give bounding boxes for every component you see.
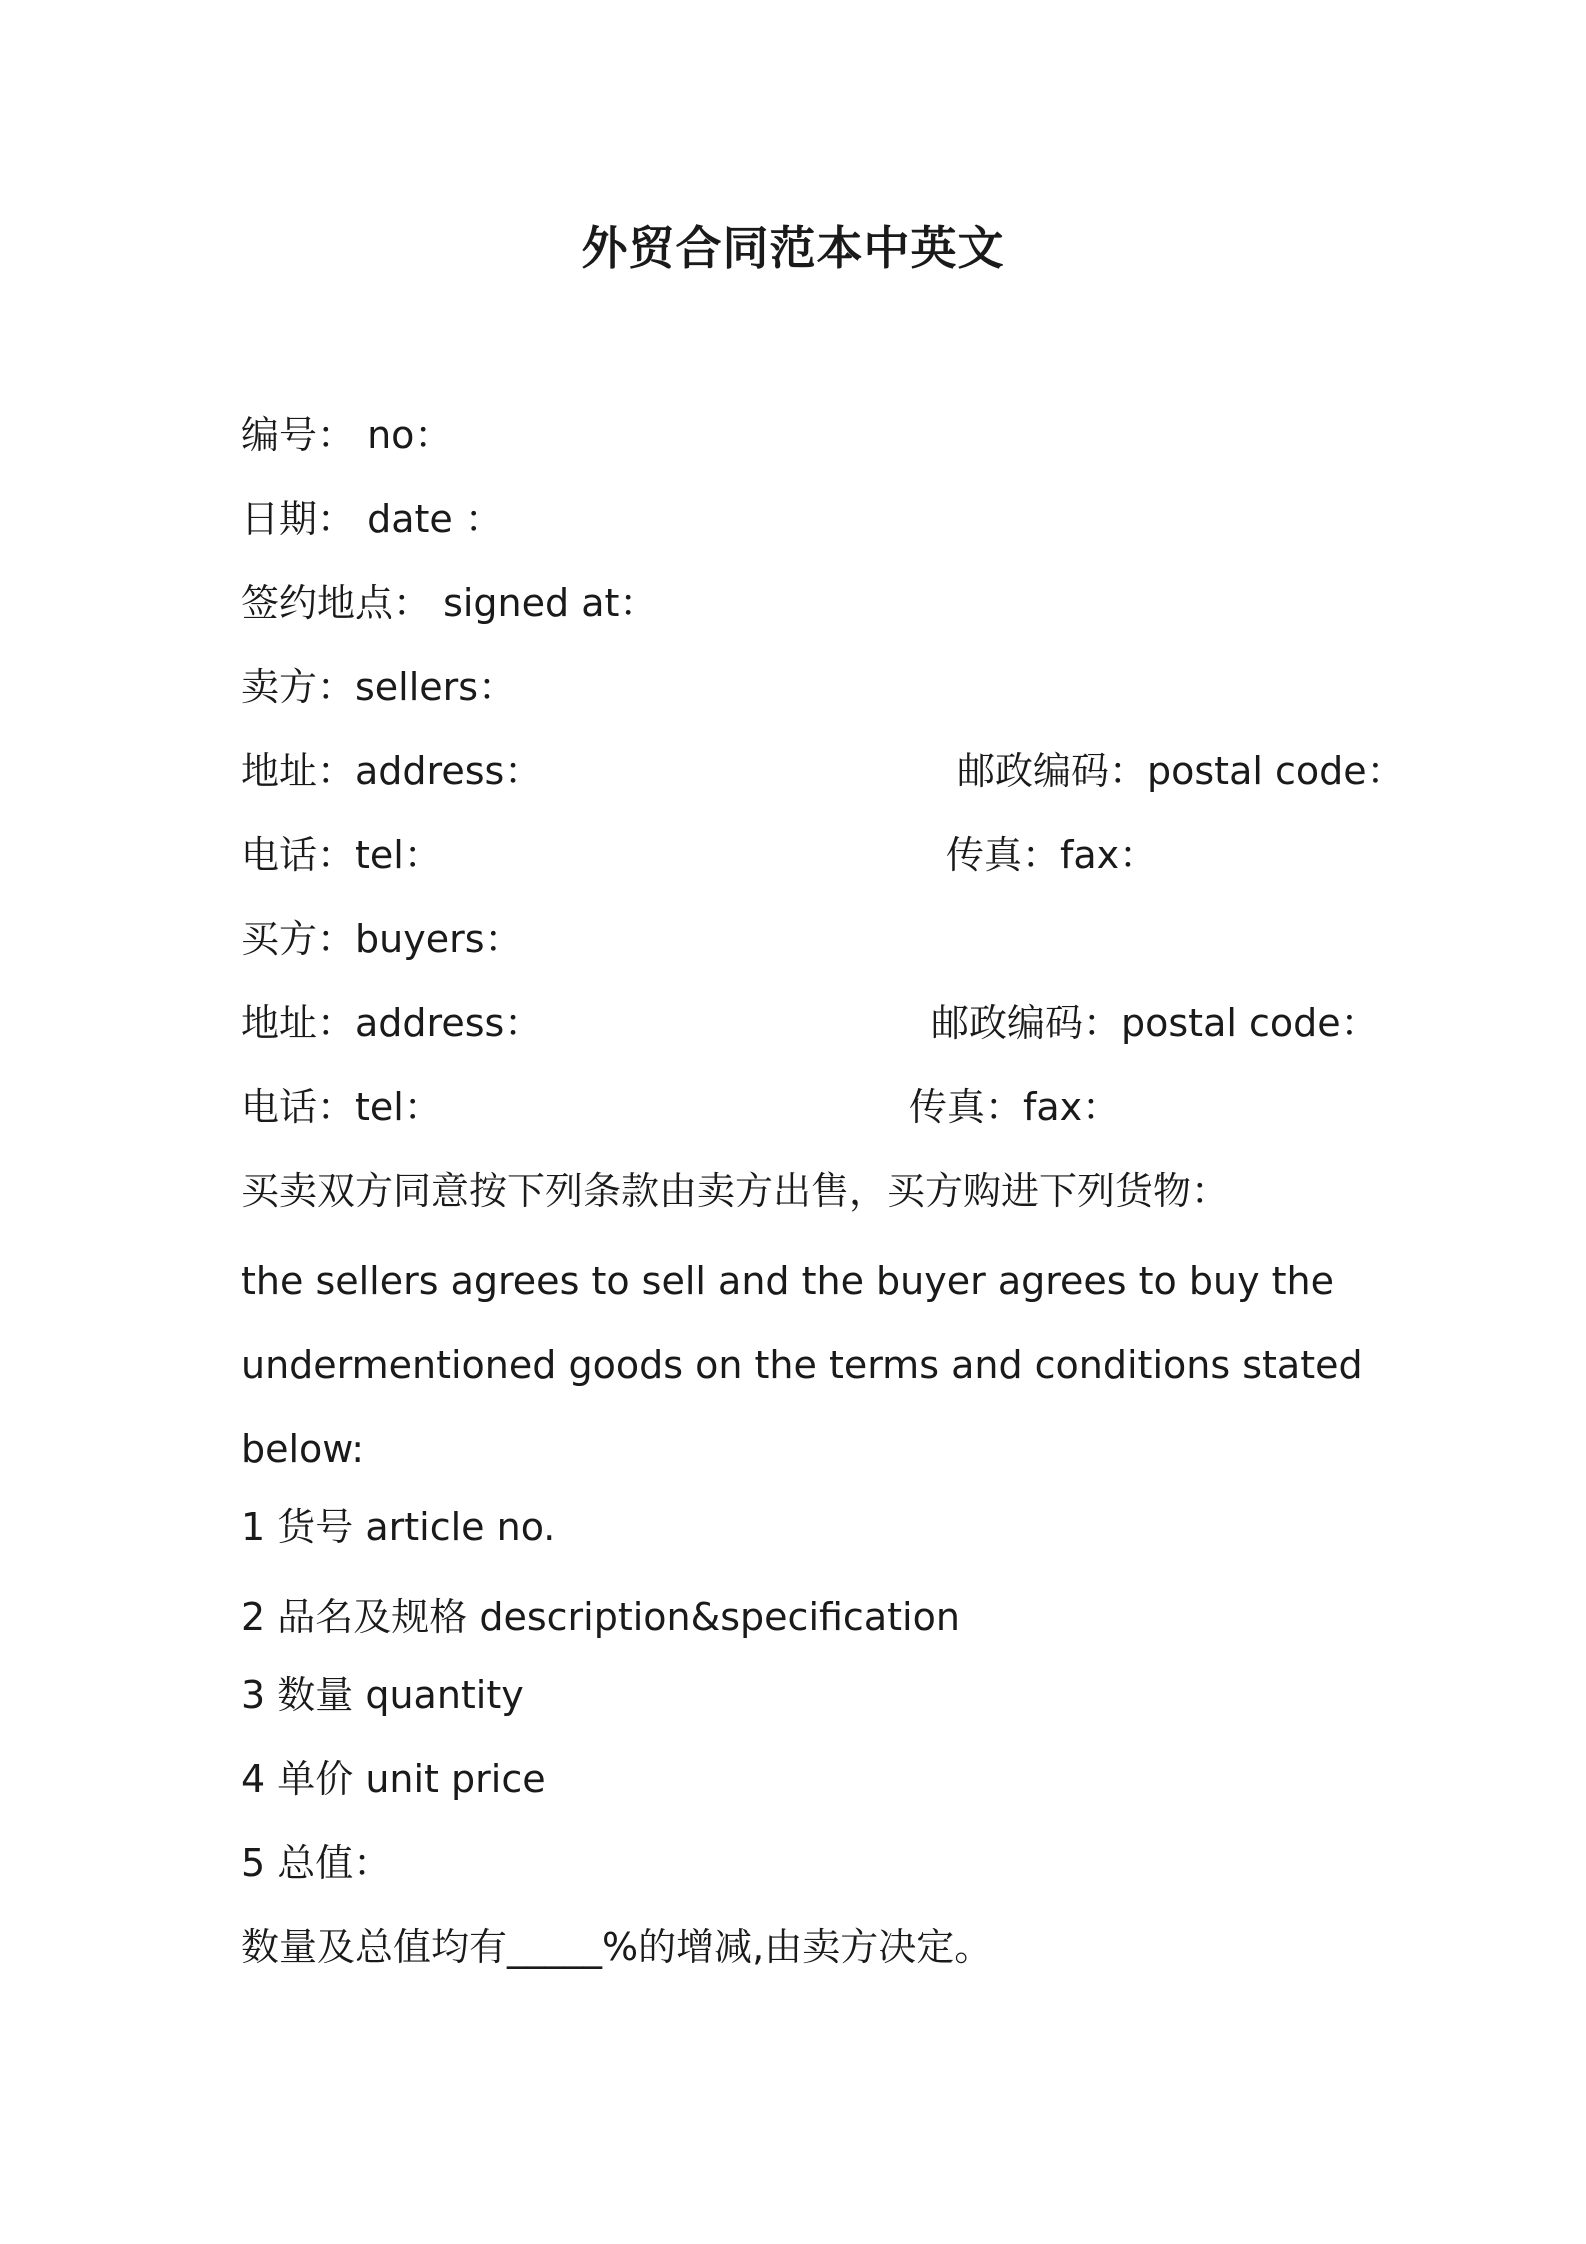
agreement-english-line-2: undermentioned goods on the terms and conditions stated [241,1343,1363,1387]
seller-tel-line: 电话：tel： [241,833,442,877]
agreement-chinese: 买卖双方同意按下列条款由卖方出售，买方购进下列货物： [241,1169,1230,1213]
item-unit-price: 4 单价 unit price [241,1757,546,1801]
signed-at-line: 签约地点： signed at： [241,581,658,625]
item-description: 2 品名及规格 description&specification [241,1595,960,1639]
agreement-english-line-3: below: [241,1427,365,1471]
seller-fax-line: 传真：fax： [946,833,1158,877]
sellers-line: 卖方：sellers： [241,665,517,709]
buyer-fax-line: 传真：fax： [909,1085,1121,1129]
tolerance-clause: 数量及总值均有_____%的增减,由卖方决定。 [241,1925,993,1969]
document-title: 外贸合同范本中英文 [581,221,1005,275]
item-article-no: 1 货号 article no. [241,1505,556,1549]
buyer-tel-line: 电话：tel： [241,1085,442,1129]
seller-postal-code-line: 邮政编码：postal code： [957,749,1405,793]
buyer-postal-code-line: 邮政编码：postal code： [931,1001,1379,1045]
contract-number-line: 编号： no： [241,413,453,457]
item-total-value: 5 总值： [241,1841,392,1885]
date-line: 日期： date ： [241,497,503,541]
item-quantity: 3 数量 quantity [241,1673,524,1717]
buyers-line: 买方：buyers： [241,917,523,961]
seller-address-line: 地址：address： [241,749,543,793]
agreement-english-line-1: the sellers agrees to sell and the buyer agrees to buy the [241,1259,1335,1303]
buyer-address-line: 地址：address： [241,1001,543,1045]
